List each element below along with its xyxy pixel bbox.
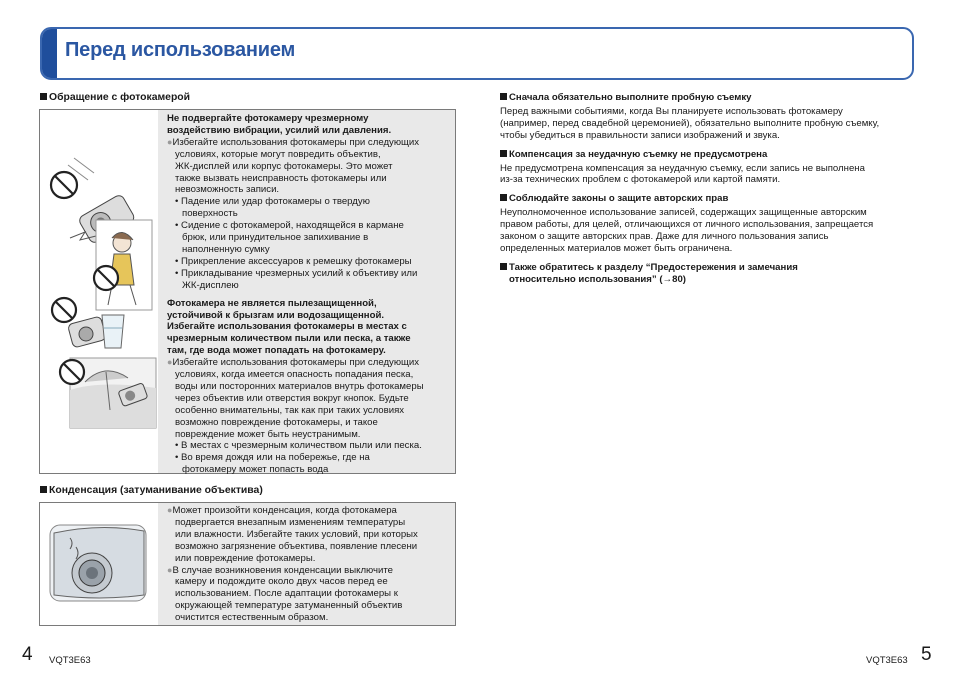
- handling-text-column: [158, 110, 455, 476]
- list-item: • Прикрепление аксессуаров к ремешку фотокамеры: [175, 255, 412, 267]
- section-heading-handling: Обращение с фотокамерой: [40, 92, 190, 104]
- right-model-code: VQT3E63: [866, 655, 908, 666]
- warning-dust-bullets: • В местах с чрезмерным количеством пыли или песка. • Во время дождя или на побережье, где на фотокамеру может попасть вода: [167, 440, 455, 476]
- sitting-person-illustration: [94, 220, 152, 310]
- list-item: • Во время дождя или на побережье, где на: [175, 452, 370, 464]
- handling-text: [167, 113, 455, 476]
- warning-dust-body: ●Избегайте использования фотокамеры при следующих условиях, когда имеется опасность попадания песка, воды или посторонних материалов внутрь фотокамеры через объектив или отверстия вокруг кнопок. Будьте особенно внимательны, так как при таких условиях возможно повреждение фотокамеры, и такое повреждение может быть неустранимым.: [167, 357, 424, 440]
- text-test-shoot: Перед важными событиями, когда Вы планируете использовать фотокамеру (например, перед свадебной церемонией), обязательно выполните пробную съемку, чтобы убедиться в правильности записи изображений и звука.: [500, 105, 880, 141]
- text-copyright: Неуполномоченное использование записей, содержащих защищенные авторским правом работы, для целей, отличающихся от личного использования, запрещается законом о защите авторских прав. Даже для личного пользования запись определенных материалов может быть ограничена.: [500, 207, 874, 254]
- list-item: • Падение или удар фотокамеры о твердую: [175, 196, 370, 208]
- left-page-number: 4: [22, 644, 33, 665]
- handling-illustrations: [40, 110, 159, 473]
- right-column: [500, 92, 915, 286]
- warning-vibration-body: ●Избегайте использования фотокамеры при следующих условиях, которые могут повредить объектив, ЖК-дисплей или корпус фотокамеры. Это может также вызвать неисправность фотокамеры или невозможность записи.: [167, 136, 420, 196]
- handling-illustration-svg: [40, 110, 158, 473]
- page-title: Перед использованием: [65, 39, 296, 61]
- list-item: • Сидение с фотокамерой, находящейся в кармане: [175, 220, 404, 232]
- page-title-bar: [40, 27, 914, 80]
- heading-no-compensation: Компенсация за неудачную съемку не предусмотрена: [500, 149, 915, 161]
- heading-see-cautions[interactable]: Также обратитесь к разделу “Предостережения и замечания относительно использования” (→80): [500, 262, 915, 286]
- condensation-illustration: [40, 503, 159, 625]
- heading-test-shoot: Сначала обязательно выполните пробную съемку: [500, 92, 915, 104]
- list-item: • Прикладывание чрезмерных усилий к объективу или: [175, 267, 418, 279]
- list-item: • В местах с чрезмерным количеством пыли или песка.: [175, 440, 422, 452]
- fogged-camera-svg: [40, 503, 158, 625]
- warning-vibration-bullets: • Падение или удар фотокамеры о твердую поверхность • Сидение с фотокамерой, находящейся в кармане брюк, или принудительное запихивание в наполненную сумку • Прикрепление аксессуаров к ремешку фотокамеры • Прикладывание чрезмерных усилий к объективу или ЖК-дисплею: [167, 196, 455, 291]
- right-page-number: 5: [921, 644, 932, 665]
- left-model-code: VQT3E63: [49, 655, 91, 666]
- beach-illustration: [60, 358, 156, 428]
- warning-vibration-title: Не подвергайте фотокамеру чрезмерному воздействию вибрации, усилий или давления.: [167, 113, 392, 136]
- text-no-compensation: Не предусмотрена компенсация за неудачную съемку, если запись не выполнена из-за технических проблем с фотокамерой или картой памяти.: [500, 162, 865, 186]
- condensation-text-column: [158, 503, 455, 625]
- warning-dust-title: Фотокамера не является пылезащищенной, устойчивой к брызгам или водозащищенной. Избегайте использования фотокамеры в местах с чрезмерным количеством пыли или песка, а также там, где вода может попадать на фотокамеру.: [167, 297, 411, 357]
- condensation-box: [39, 502, 456, 626]
- title-accent-bar: [42, 29, 57, 78]
- section-heading-condensation: Конденсация (затуманивание объектива): [40, 485, 263, 497]
- handling-box: [39, 109, 456, 474]
- condensation-text: ●Может произойти конденсация, когда фотокамера подвергается внезапным изменениям температуры или влажности. Избегайте таких условий, при которых возможно загрязнение объектива, появление плесени или повреждение фотокамеры. ●В случае возникновения конденсации выключите камеру и подождите около двух часов перед ее использованием. После адаптации фотокамеры к окружающей температуре затуманенный объектив очистится естественным образом.: [167, 505, 418, 624]
- heading-copyright: Соблюдайте законы о защите авторских прав: [500, 193, 915, 205]
